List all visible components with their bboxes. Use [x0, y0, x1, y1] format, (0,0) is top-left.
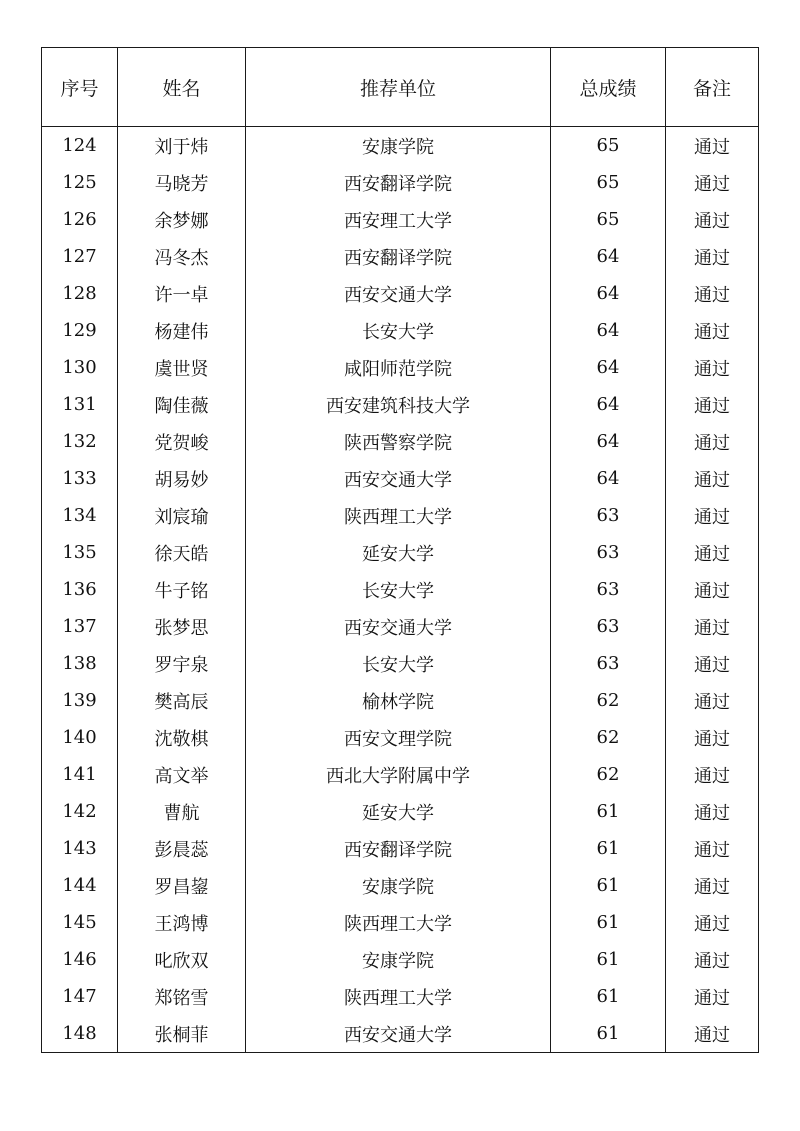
cell-recommending-unit: 长安大学	[246, 312, 551, 349]
cell-serial-number: 135	[42, 534, 118, 571]
cell-name: 党贺峻	[118, 423, 246, 460]
cell-recommending-unit: 榆林学院	[246, 682, 551, 719]
results-table	[41, 47, 759, 1053]
cell-total-score: 65	[551, 127, 666, 165]
cell-recommending-unit: 安康学院	[246, 127, 551, 165]
table-row	[42, 201, 759, 238]
cell-name: 樊高辰	[118, 682, 246, 719]
cell-serial-number: 131	[42, 386, 118, 423]
cell-remarks: 通过	[666, 571, 759, 608]
cell-name: 刘宸瑜	[118, 497, 246, 534]
cell-remarks: 通过	[666, 941, 759, 978]
cell-remarks: 通过	[666, 386, 759, 423]
cell-total-score: 64	[551, 386, 666, 423]
cell-serial-number: 146	[42, 941, 118, 978]
cell-recommending-unit: 西安交通大学	[246, 275, 551, 312]
cell-remarks: 通过	[666, 793, 759, 830]
cell-remarks: 通过	[666, 127, 759, 165]
cell-name: 郑铭雪	[118, 978, 246, 1015]
cell-remarks: 通过	[666, 1015, 759, 1053]
cell-recommending-unit: 陕西警察学院	[246, 423, 551, 460]
cell-serial-number: 141	[42, 756, 118, 793]
cell-serial-number: 148	[42, 1015, 118, 1053]
cell-remarks: 通过	[666, 497, 759, 534]
header-recommending-unit: 推荐单位	[246, 48, 551, 127]
cell-name: 胡易妙	[118, 460, 246, 497]
cell-total-score: 63	[551, 534, 666, 571]
cell-name: 许一卓	[118, 275, 246, 312]
cell-name: 沈敬棋	[118, 719, 246, 756]
cell-recommending-unit: 西安翻译学院	[246, 164, 551, 201]
cell-recommending-unit: 长安大学	[246, 571, 551, 608]
cell-serial-number: 124	[42, 127, 118, 165]
cell-serial-number: 130	[42, 349, 118, 386]
cell-total-score: 61	[551, 904, 666, 941]
cell-serial-number: 125	[42, 164, 118, 201]
header-serial-number: 序号	[42, 48, 118, 127]
table-row	[42, 386, 759, 423]
cell-serial-number: 137	[42, 608, 118, 645]
table-row	[42, 460, 759, 497]
cell-total-score: 62	[551, 756, 666, 793]
cell-remarks: 通过	[666, 312, 759, 349]
cell-serial-number: 147	[42, 978, 118, 1015]
cell-total-score: 61	[551, 830, 666, 867]
cell-total-score: 64	[551, 312, 666, 349]
cell-remarks: 通过	[666, 238, 759, 275]
cell-remarks: 通过	[666, 534, 759, 571]
header-total-score: 总成绩	[551, 48, 666, 127]
cell-remarks: 通过	[666, 904, 759, 941]
cell-name: 余梦娜	[118, 201, 246, 238]
cell-name: 陶佳薇	[118, 386, 246, 423]
table-row	[42, 534, 759, 571]
cell-remarks: 通过	[666, 201, 759, 238]
cell-total-score: 65	[551, 164, 666, 201]
cell-name: 徐天皓	[118, 534, 246, 571]
header-name: 姓名	[118, 48, 246, 127]
table-row	[42, 497, 759, 534]
cell-total-score: 61	[551, 941, 666, 978]
cell-name: 罗宇泉	[118, 645, 246, 682]
header-remarks: 备注	[666, 48, 759, 127]
table-row	[42, 904, 759, 941]
cell-serial-number: 132	[42, 423, 118, 460]
cell-recommending-unit: 西安翻译学院	[246, 830, 551, 867]
table-row	[42, 793, 759, 830]
cell-total-score: 64	[551, 460, 666, 497]
cell-serial-number: 138	[42, 645, 118, 682]
cell-serial-number: 133	[42, 460, 118, 497]
table-row	[42, 349, 759, 386]
cell-name: 冯冬杰	[118, 238, 246, 275]
cell-remarks: 通过	[666, 830, 759, 867]
table-row	[42, 941, 759, 978]
cell-name: 牛子铭	[118, 571, 246, 608]
cell-name: 张桐菲	[118, 1015, 246, 1053]
table-row	[42, 756, 759, 793]
cell-recommending-unit: 咸阳师范学院	[246, 349, 551, 386]
header-row	[42, 48, 759, 127]
cell-remarks: 通过	[666, 682, 759, 719]
cell-total-score: 63	[551, 571, 666, 608]
cell-recommending-unit: 西安建筑科技大学	[246, 386, 551, 423]
table-row	[42, 127, 759, 165]
cell-name: 罗昌鋆	[118, 867, 246, 904]
cell-remarks: 通过	[666, 349, 759, 386]
cell-serial-number: 136	[42, 571, 118, 608]
table-row	[42, 830, 759, 867]
cell-recommending-unit: 陕西理工大学	[246, 978, 551, 1015]
cell-serial-number: 144	[42, 867, 118, 904]
cell-recommending-unit: 长安大学	[246, 645, 551, 682]
cell-total-score: 64	[551, 349, 666, 386]
cell-serial-number: 143	[42, 830, 118, 867]
cell-recommending-unit: 陕西理工大学	[246, 497, 551, 534]
cell-total-score: 61	[551, 793, 666, 830]
cell-name: 张梦思	[118, 608, 246, 645]
table-row	[42, 238, 759, 275]
cell-serial-number: 134	[42, 497, 118, 534]
cell-remarks: 通过	[666, 645, 759, 682]
table-row	[42, 571, 759, 608]
cell-name: 曹航	[118, 793, 246, 830]
cell-serial-number: 126	[42, 201, 118, 238]
cell-total-score: 61	[551, 867, 666, 904]
cell-serial-number: 129	[42, 312, 118, 349]
results-sheet	[41, 47, 758, 1077]
cell-recommending-unit: 西安交通大学	[246, 608, 551, 645]
cell-remarks: 通过	[666, 275, 759, 312]
cell-remarks: 通过	[666, 460, 759, 497]
table-row	[42, 1015, 759, 1053]
cell-remarks: 通过	[666, 164, 759, 201]
cell-name: 彭晨蕊	[118, 830, 246, 867]
cell-total-score: 63	[551, 645, 666, 682]
table-row	[42, 608, 759, 645]
cell-name: 虞世贤	[118, 349, 246, 386]
cell-recommending-unit: 延安大学	[246, 793, 551, 830]
cell-serial-number: 139	[42, 682, 118, 719]
table-row	[42, 682, 759, 719]
cell-name: 高文举	[118, 756, 246, 793]
cell-total-score: 64	[551, 423, 666, 460]
cell-total-score: 63	[551, 497, 666, 534]
table-row	[42, 867, 759, 904]
table-body	[42, 127, 759, 1053]
cell-recommending-unit: 西安文理学院	[246, 719, 551, 756]
table-row	[42, 719, 759, 756]
cell-recommending-unit: 安康学院	[246, 941, 551, 978]
table-row	[42, 645, 759, 682]
cell-name: 叱欣双	[118, 941, 246, 978]
cell-remarks: 通过	[666, 719, 759, 756]
table-row	[42, 275, 759, 312]
cell-total-score: 62	[551, 719, 666, 756]
cell-serial-number: 128	[42, 275, 118, 312]
cell-name: 刘于炜	[118, 127, 246, 165]
cell-recommending-unit: 西北大学附属中学	[246, 756, 551, 793]
cell-total-score: 62	[551, 682, 666, 719]
cell-name: 杨建伟	[118, 312, 246, 349]
cell-serial-number: 140	[42, 719, 118, 756]
cell-remarks: 通过	[666, 756, 759, 793]
cell-serial-number: 142	[42, 793, 118, 830]
table-row	[42, 978, 759, 1015]
cell-recommending-unit: 西安理工大学	[246, 201, 551, 238]
cell-total-score: 61	[551, 1015, 666, 1053]
cell-recommending-unit: 西安翻译学院	[246, 238, 551, 275]
table-row	[42, 312, 759, 349]
cell-serial-number: 145	[42, 904, 118, 941]
cell-remarks: 通过	[666, 608, 759, 645]
cell-name: 王鸿博	[118, 904, 246, 941]
cell-recommending-unit: 陕西理工大学	[246, 904, 551, 941]
cell-total-score: 61	[551, 978, 666, 1015]
cell-remarks: 通过	[666, 978, 759, 1015]
table-row	[42, 164, 759, 201]
cell-recommending-unit: 西安交通大学	[246, 460, 551, 497]
cell-recommending-unit: 安康学院	[246, 867, 551, 904]
cell-recommending-unit: 西安交通大学	[246, 1015, 551, 1053]
cell-remarks: 通过	[666, 867, 759, 904]
cell-total-score: 63	[551, 608, 666, 645]
table-row	[42, 423, 759, 460]
cell-serial-number: 127	[42, 238, 118, 275]
cell-total-score: 64	[551, 275, 666, 312]
cell-total-score: 64	[551, 238, 666, 275]
cell-total-score: 65	[551, 201, 666, 238]
cell-name: 马晓芳	[118, 164, 246, 201]
cell-remarks: 通过	[666, 423, 759, 460]
cell-recommending-unit: 延安大学	[246, 534, 551, 571]
